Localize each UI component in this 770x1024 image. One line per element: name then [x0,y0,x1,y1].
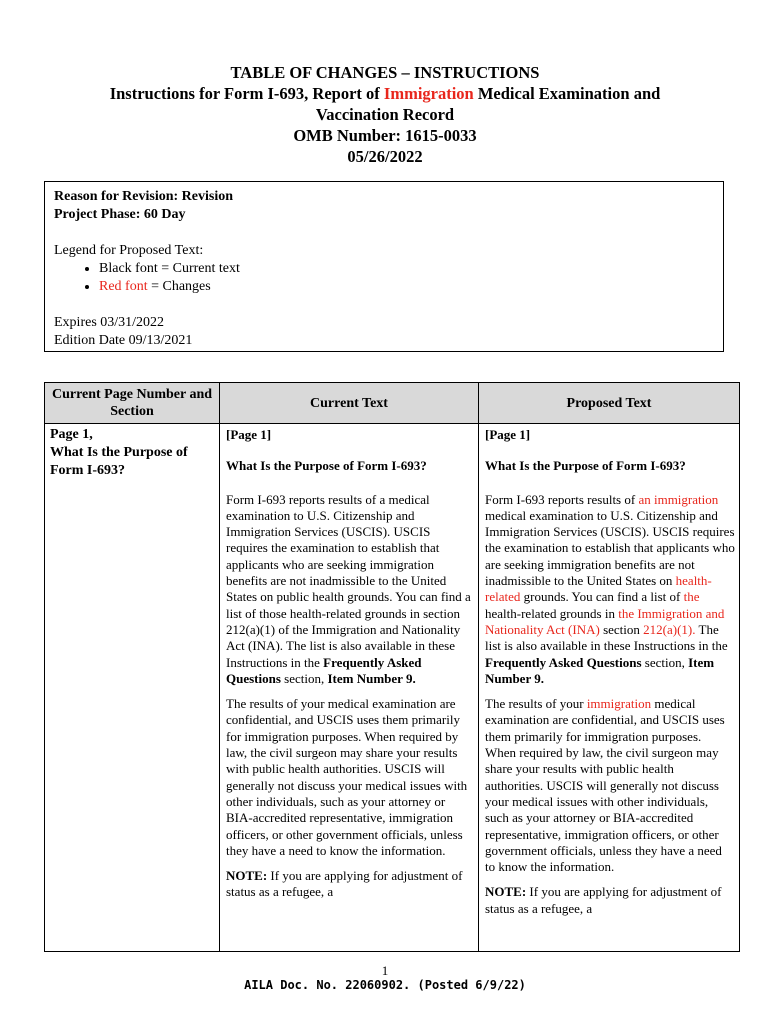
changes-table [44,382,740,952]
section-label: Page 1, What Is the Purpose of Form I-693? [50,427,188,478]
proposed-note: NOTE: If you are applying for adjustment of status as a refugee, a [485,884,722,916]
revision-info-box [44,181,724,352]
current-page-ref: [Page 1] [226,427,272,442]
expires-date: Expires 03/31/2022 [54,315,165,330]
header-proposed-text: Proposed Text [479,383,740,424]
legend-item-red: • Red font = Changes [99,278,714,296]
current-section-title: What Is the Purpose of Form I-693? [226,458,427,474]
legend-item-black: • Black font = Current text [99,260,714,278]
section-cell [45,424,220,952]
page-number: 1 [381,963,389,978]
current-paragraph-2: The results of your medical examination are confidential, and USCIS uses them primarily for immigration purposes. When required by law, the civil surgeon may share your results with public health authorities. USCIS will generally not discuss your medical issues with other individuals, such as your attorney or BIA-accredited representative, immigration officers, or other government officials, unless they have a need to know the information. [226,696,468,858]
heading-title: TABLE OF CHANGES – INSTRUCTIONS [230,63,540,82]
document-heading [0,62,770,167]
proposed-paragraph-1: Form I-693 reports results of an immigration medical examination to U.S. Citizenship and Immigration Services (USCIS). USCIS requires the examination to establish that applicants who are seeking immigration benefits are not inadmissible to the United States on health-related grounds. You can find a list of the health-related grounds in the Immigration and Nationality Act (INA) section 212(a)(1). The list is also available in these Instructions in the Frequently Asked Questions section, Item Number 9. [485,491,735,686]
project-phase: Project Phase: 60 Day [54,207,186,222]
heading-changed-word: Immigration [383,84,474,103]
header-current-text: Current Text [220,383,479,424]
current-text-cell [220,424,479,952]
legend-list [54,260,714,296]
proposed-page-ref: [Page 1] [485,427,531,442]
heading-form-title: Instructions for Form I-693, Report of Immigration Medical Examination and [109,84,661,103]
table-row [45,424,740,952]
aila-doc-number: AILA Doc. No. 22060902. (Posted 6/9/22) [244,978,526,992]
heading-date: 05/26/2022 [347,147,423,166]
heading-form-title-cont: Vaccination Record [315,105,455,124]
revision-reason: Reason for Revision: Revision [54,189,234,204]
proposed-text-cell [479,424,740,952]
current-note: NOTE: If you are applying for adjustment of status as a refugee, a [226,868,463,900]
legend-title: Legend for Proposed Text: [54,243,204,258]
proposed-section-title: What Is the Purpose of Form I-693? [485,458,686,474]
proposed-paragraph-2: The results of your immigration medical examination are confidential, and USCIS uses them primarily for immigration purposes. When required by law, the civil surgeon may share your results with public health authorities. USCIS will generally not discuss your medical issues with other individuals, such as your attorney or BIA-accredited representative, immigration officers, or other government officials, unless they have a need to know the information. [485,696,725,875]
header-section: Current Page Number and Section [45,383,220,424]
current-paragraph-1: Form I-693 reports results of a medical examination to U.S. Citizenship and Immigration Services (USCIS). USCIS requires the examination to establish that applicants who are seeking immigration benefits are not inadmissible to the United States on public health grounds. You can find a list of those health-related grounds in section 212(a)(1) of the Immigration and Nationality Act (INA). The list is also available in these Instructions in the Frequently Asked Questions section, Item Number 9. [226,491,471,686]
heading-omb-number: OMB Number: 1615-0033 [293,126,477,145]
table-header-row [45,383,740,424]
edition-date: Edition Date 09/13/2021 [54,333,193,348]
